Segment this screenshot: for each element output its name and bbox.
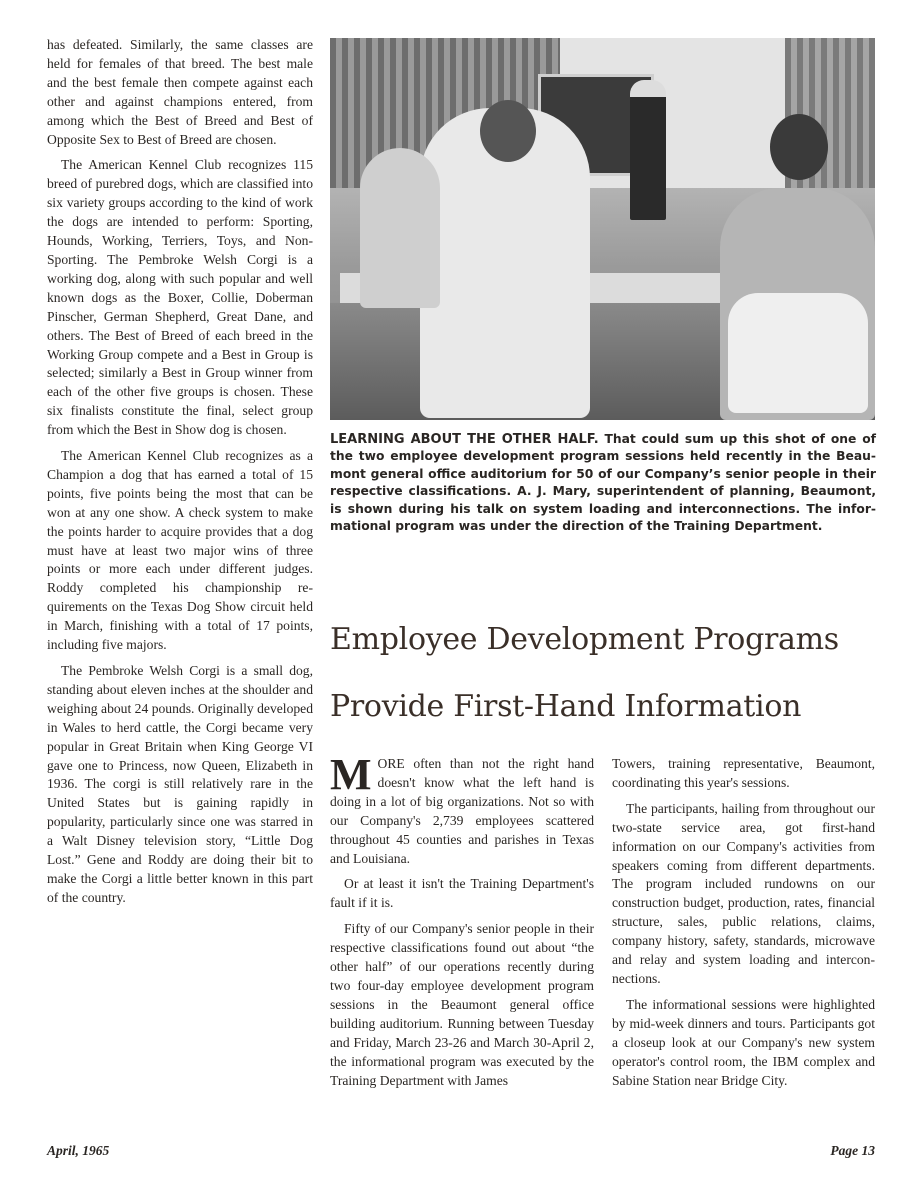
caption-text: That could sum up this shot of one of the two employee development program sessions held recently in the Beaumont general office auditorium for 50 of our Company’s senior people in their respective classifications. A. J. Mary, superintendent of planning, Beaumont, is shown during his talk on system loading and interconnections. The informational program was under the direction of the Training Department. bbox=[330, 432, 876, 534]
paragraph: The informational sessions were highlighted by mid-week dinners and tours. Participants got a closeup look at our Company's new system operator's control room, the IBM complex and Sabine Station near Bridge City. bbox=[612, 996, 875, 1088]
paragraph-text: ORE often than not the right hand doesn't know what the left hand is doing in a lot of big organizations. Not so with our Company's 2,739 employees scattered throughout 45 counties and parishes in Texas and Louisiana. bbox=[330, 756, 594, 866]
article-title-line-2: Provide First-Hand Information bbox=[330, 689, 802, 724]
footer-date: April, 1965 bbox=[47, 1143, 110, 1158]
paragraph bbox=[330, 750, 594, 868]
paragraph: Towers, training representative, Beaumont, coordinating this year's sessions. bbox=[612, 756, 875, 790]
left-column-text bbox=[47, 36, 313, 915]
photo-caption bbox=[330, 431, 876, 535]
page-number: Page 13 bbox=[830, 1143, 875, 1158]
paragraph: The Pembroke Welsh Corgi is a small dog, standing about eleven inches at the shoulder and weighing about 24 pounds. Originally developed in Wales to herd cattle, the Corgi became very popular in Great Britain when King George VI gave one to Princess, now Queen, Elizabeth in 1936. The corgi is still relatively rare in the United States but is gaining rapidly in popularity, particularly since one was starred in a Walt Disney television story, “Little Dog Lost.” Gene and Roddy are doing their bit to make the Corgi a little better known in this part of the country. bbox=[47, 663, 313, 905]
article-column-2 bbox=[612, 755, 875, 1097]
classroom-photo bbox=[330, 38, 875, 420]
paragraph: The American Kennel Club recognizes as a Champion a dog that has earned a total of 15 points, five points being the most that can be won at any one show. A check system to make the points harder to acquire provides that a dog must have at least two major wins of three points or more each under different judges. Roddy completed his championship requirements on the Texas Dog Show circuit held in March, finishing with a total of 17 points, including five majors. bbox=[47, 448, 313, 653]
drop-cap: M bbox=[330, 750, 372, 799]
caption-lead: LEARNING ABOUT THE OTHER HALF. bbox=[330, 432, 599, 447]
attendee-left bbox=[360, 148, 440, 308]
paragraph: The American Kennel Club recognizes 115 breed of purebred dogs, which are classified into six variety groups according to the kind of work the dogs are intended to perform: Sporting, Hounds, Working, Terriers, Toys, and Non-Sporting. The Pembroke Welsh Corgi is a working dog, along with such popular and well known dogs as the Boxer, Collie, Doberman Pinscher, German Shepherd, Great Dane, and others. The Best of Breed of each breed in the Working Group compete and a Best in Group is selected; similarly a Best in Group winner from each of the other five groups is chosen. These six finalists constitute the final, select group from which the Best in Show dog is chosen. bbox=[47, 157, 313, 438]
attendee-right-head bbox=[770, 114, 828, 180]
speaker bbox=[630, 80, 666, 220]
attendee-center-head bbox=[480, 100, 536, 162]
paragraph: Or at least it isn't the Training Department's fault if it is. bbox=[330, 876, 594, 911]
paragraph: The participants, hailing from throughout our two-state service area, got first-hand information on our Company's activities from speakers coming from different departments. The program included rundowns on our construction budget, production, rates, financial structure, sales, public relations, claims, company history, safety, standards, microwave and relay and system loading and interconnections. bbox=[612, 800, 875, 986]
chair-right bbox=[728, 293, 868, 413]
paragraph: has defeated. Similarly, the same classes are held for females of that breed. The best male and the best female then compete against each other and against champions entered, from among which the Best of Breed and Best of Opposite Sex to Best of Breed are chosen. bbox=[47, 37, 313, 147]
paragraph: Fifty of our Company's senior people in their respective classifications found out about “the other half” of our operations recently during two four-day employee development program sessions in the Beaumont general office building auditorium. Running between Tuesday and Friday, March 23-26 and March 30-April 2, the informational program was executed by the Training Department with James bbox=[330, 921, 594, 1088]
article-column-1 bbox=[330, 750, 594, 1097]
article-title-line-1: Employee Development Programs bbox=[330, 622, 839, 657]
